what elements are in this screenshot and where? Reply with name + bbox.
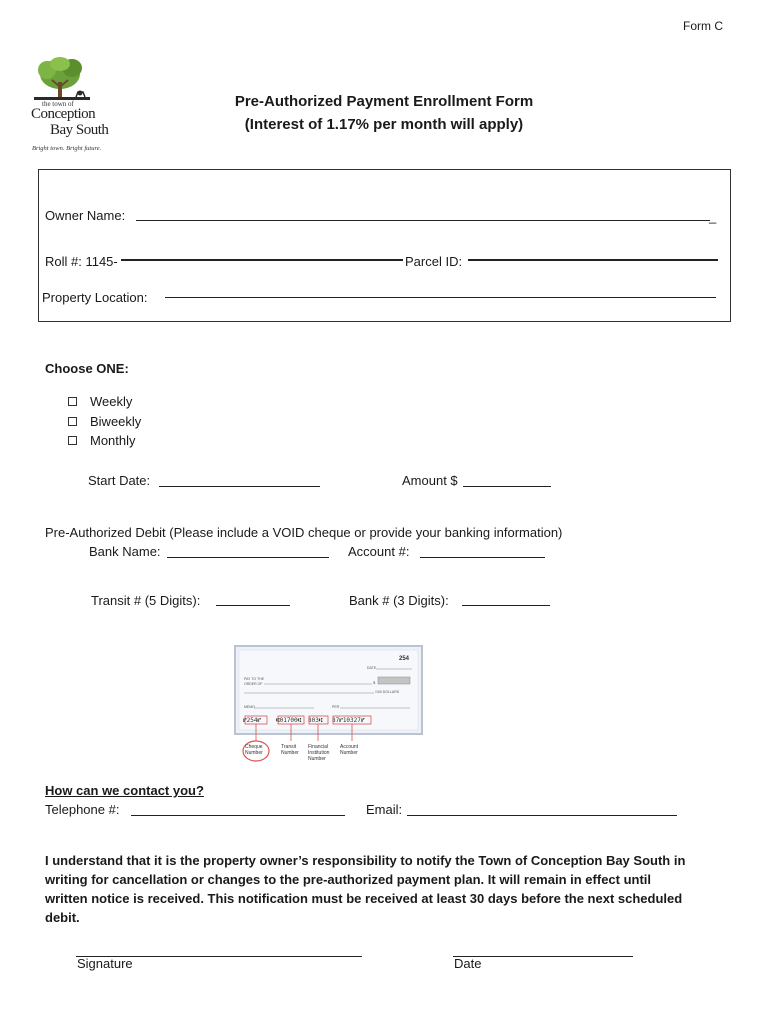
logo-tagline: Bright town. Bright future. bbox=[32, 145, 102, 152]
logo-small-text: the town of bbox=[42, 100, 74, 108]
acknowledgement-line3: written notice is received. This notification must be received at least 30 days before the next scheduled bbox=[45, 891, 683, 906]
amount-label: Amount $ bbox=[402, 473, 458, 488]
sample-cheque-illustration bbox=[234, 645, 424, 767]
cheque-dollar-sign: $ bbox=[373, 680, 376, 685]
option-monthly-label: Monthly bbox=[90, 433, 136, 448]
acknowledgement-line1: I understand that it is the property owner’s responsibility to notify the Town of Conception Bay South in bbox=[45, 853, 686, 868]
account-number-label: Account #: bbox=[348, 544, 410, 559]
property-location-label: Property Location: bbox=[42, 290, 148, 305]
parcel-id-label: Parcel ID: bbox=[405, 254, 463, 269]
callout-transit-line1: Transit bbox=[281, 744, 297, 750]
sample-cheque bbox=[234, 645, 424, 767]
owner-name-field[interactable] bbox=[136, 220, 710, 221]
option-monthly[interactable] bbox=[68, 433, 136, 448]
callout-transit-line2: Number bbox=[281, 750, 299, 756]
cheque-per-label: PER bbox=[332, 705, 340, 709]
account-number-field[interactable] bbox=[420, 557, 545, 558]
option-biweekly-label: Biweekly bbox=[90, 414, 142, 429]
start-date-label: Start Date: bbox=[88, 473, 151, 488]
logo-name-line2: Bay South bbox=[50, 122, 109, 138]
checkbox-biweekly[interactable] bbox=[68, 417, 77, 426]
telephone-label: Telephone #: bbox=[45, 802, 120, 817]
property-location-field[interactable] bbox=[165, 297, 716, 298]
amount-field[interactable] bbox=[463, 486, 551, 487]
micr-cheque-number: ⑈254⑈ bbox=[243, 717, 262, 724]
checkbox-weekly[interactable] bbox=[68, 397, 77, 406]
callout-institution-line2: Institution bbox=[308, 750, 330, 756]
cheque-dollars-label: /100 DOLLARS bbox=[375, 690, 400, 694]
owner-name-trailing: _ bbox=[709, 209, 717, 224]
start-date-field[interactable] bbox=[159, 486, 320, 487]
bank-number-label: Bank # (3 Digits): bbox=[349, 593, 449, 608]
signature-label: Signature bbox=[77, 956, 133, 971]
micr-account-number: 87⑈10327⑈ bbox=[332, 717, 365, 724]
acknowledgement-line2: writing for cancellation or changes to the pre-authorized payment plan. It will remain in effect until bbox=[45, 872, 652, 887]
email-label: Email: bbox=[366, 802, 403, 817]
contact-heading: How can we contact you? bbox=[45, 783, 204, 798]
roll-number-field[interactable] bbox=[121, 259, 403, 261]
callout-cheque-line2: Number bbox=[245, 750, 263, 756]
option-biweekly[interactable] bbox=[68, 414, 141, 429]
cheque-order-of-label: ORDER OF bbox=[244, 682, 263, 686]
logo-name-line1: Conception bbox=[31, 106, 96, 122]
cheque-memo-label: MEMO bbox=[244, 705, 255, 709]
parcel-id-field[interactable] bbox=[468, 259, 718, 261]
bank-name-field[interactable] bbox=[167, 557, 329, 558]
callout-account-line1: Account bbox=[340, 744, 359, 750]
option-weekly-label: Weekly bbox=[90, 394, 133, 409]
cheque-pay-to-label: PAY TO THE bbox=[244, 677, 265, 681]
callout-institution-line3: Number bbox=[308, 756, 326, 762]
choose-one-heading: Choose ONE: bbox=[45, 361, 129, 376]
roll-number-label: Roll #: 1145- bbox=[45, 254, 118, 269]
bank-name-label: Bank Name: bbox=[89, 544, 161, 559]
transit-number-field[interactable] bbox=[216, 605, 290, 606]
form-subtitle: (Interest of 1.17% per month will apply) bbox=[244, 116, 524, 133]
telephone-field[interactable] bbox=[131, 815, 345, 816]
banking-intro: Pre-Authorized Debit (Please include a VOID cheque or provide your banking information) bbox=[45, 525, 563, 540]
checkbox-monthly[interactable] bbox=[68, 436, 77, 445]
cheque-date-label: DATE bbox=[367, 666, 377, 670]
email-field[interactable] bbox=[407, 815, 677, 816]
form-title: Pre-Authorized Payment Enrollment Form bbox=[234, 93, 534, 110]
cheque-number: 254 bbox=[399, 656, 410, 662]
callout-institution-line1: Financial bbox=[308, 744, 329, 750]
form-label: Form C bbox=[683, 19, 723, 33]
acknowledgement-line4: debit. bbox=[45, 910, 80, 925]
bank-number-field[interactable] bbox=[462, 605, 550, 606]
callout-account-line2: Number bbox=[340, 750, 358, 756]
callout-cheque-line1: Cheque bbox=[245, 744, 263, 750]
option-weekly[interactable] bbox=[68, 394, 132, 409]
micr-institution-number: 803⑆ bbox=[308, 717, 323, 724]
micr-transit-number: ⑆01700⑆ bbox=[276, 717, 302, 724]
transit-number-label: Transit # (5 Digits): bbox=[91, 593, 201, 608]
signature-date-label: Date bbox=[454, 956, 482, 971]
owner-name-label: Owner Name: bbox=[45, 208, 126, 223]
